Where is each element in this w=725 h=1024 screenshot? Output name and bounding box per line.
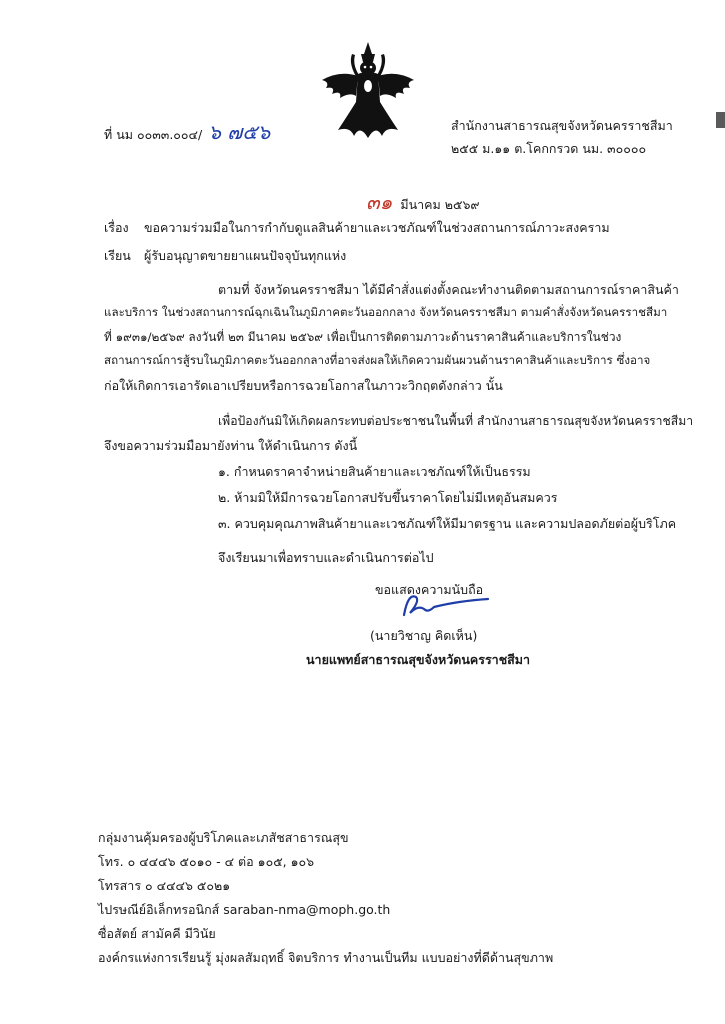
date-month-year: มีนาคม ๒๕๖๙ — [400, 197, 480, 212]
handwritten-signature — [398, 587, 490, 623]
signer-position: นายแพทย์สาธารณสุขจังหวัดนครราชสีมา — [306, 652, 531, 667]
regards-text: ขอแสดงความนับถือ — [375, 582, 484, 597]
scan-edge-mark — [716, 112, 725, 128]
reference-handwritten: ๖ ๗๕๖ — [208, 120, 271, 144]
office-address: ๒๕๕ ม.๑๑ ต.โคกกรวด นม. ๓๐๐๐๐ — [451, 141, 647, 156]
footer-values: ซื่อสัตย์ สามัคคี มีวินัย — [98, 926, 216, 941]
signer-name: (นายวิชาญ คิดเห็น) — [370, 628, 478, 643]
footer-fax: โทรสาร ๐ ๔๔๔๖ ๕๐๒๑ — [98, 878, 231, 893]
reference-number — [104, 116, 270, 148]
body-list-item: ๒. ห้ามมิให้มีการฉวยโอกาสปรับขึ้นราคาโดยไม่มีเหตุอันสมควร — [218, 490, 558, 505]
closing-request: จึงเรียนมาเพื่อทราบและดำเนินการต่อไป — [218, 550, 434, 565]
footer-motto: องค์กรแห่งการเรียนรู้ มุ่งผลสัมฤทธิ์ จิตบริการ ทำงานเป็นทีม แบบอย่างที่ดีด้านสุขภาพ — [98, 950, 554, 965]
garuda-emblem — [318, 40, 418, 146]
body-para1-line: ที่ ๑๙๓๑/๒๕๖๙ ลงวันที่ ๒๓ มีนาคม ๒๕๖๙ เพื่อเป็นการติดตามภาวะด้านราคาสินค้าและบริการในช่วง — [104, 330, 622, 344]
body-para2-line: จึงขอความร่วมมือมายังท่าน ให้ดำเนินการ ดังนี้ — [104, 438, 358, 453]
subject-text: ขอความร่วมมือในการกำกับดูแลสินค้ายาและเวชภัณฑ์ในช่วงสถานการณ์ภาวะสงคราม — [144, 220, 610, 235]
letter-date — [366, 186, 480, 218]
date-day-handwritten: ๓๑ — [366, 190, 393, 214]
body-para1-line: และบริการ ในช่วงสถานการณ์ฉุกเฉินในภูมิภาคตะวันออกกลาง จังหวัดนครราชสีมา ตามคำสั่งจังหวัดนครราชสีมา — [104, 305, 668, 319]
reference-prefix: ที่ นม ๐๐๓๓.๐๐๔/ — [104, 127, 203, 142]
office-name: สำนักงานสาธารณสุขจังหวัดนครราชสีมา — [451, 118, 673, 133]
footer-department: กลุ่มงานคุ้มครองผู้บริโภคและเภสัชสาธารณสุข — [98, 830, 349, 845]
body-para1-line: ก่อให้เกิดการเอารัดเอาเปรียบหรือการฉวยโอกาสในภาวะวิกฤตดังกล่าว นั้น — [104, 378, 503, 393]
footer-email: ไปรษณีย์อิเล็กทรอนิกส์ saraban-nma@moph.go.th — [98, 902, 391, 917]
recipient-text: ผู้รับอนุญาตขายยาแผนปัจจุบันทุกแห่ง — [144, 248, 347, 263]
body-para1-line: ตามที่ จังหวัดนครราชสีมา ได้มีคำสั่งแต่งตั้งคณะทำงานติดตามสถานการณ์ราคาสินค้า — [218, 282, 679, 297]
footer-phone: โทร. ๐ ๔๔๔๖ ๕๐๑๐ - ๔ ต่อ ๑๐๕, ๑๐๖ — [98, 854, 315, 869]
body-list-item: ๑. กำหนดราคาจำหน่ายสินค้ายาและเวชภัณฑ์ให้เป็นธรรม — [218, 464, 531, 479]
body-para2-line: เพื่อป้องกันมิให้เกิดผลกระทบต่อประชาชนในพื้นที่ สำนักงานสาธารณสุขจังหวัดนครราชสีมา — [218, 414, 694, 428]
recipient-label: เรียน — [104, 248, 131, 263]
body-para1-line: สถานการณ์การสู้รบในภูมิภาคตะวันออกกลางที่อาจส่งผลให้เกิดความผันผวนด้านราคาสินค้าและบริการ ซึ่งอาจ — [104, 353, 651, 367]
body-list-item: ๓. ควบคุมคุณภาพสินค้ายาและเวชภัณฑ์ให้มีมาตรฐาน และความปลอดภัยต่อผู้บริโภค — [218, 516, 677, 531]
subject-label: เรื่อง — [104, 220, 129, 235]
